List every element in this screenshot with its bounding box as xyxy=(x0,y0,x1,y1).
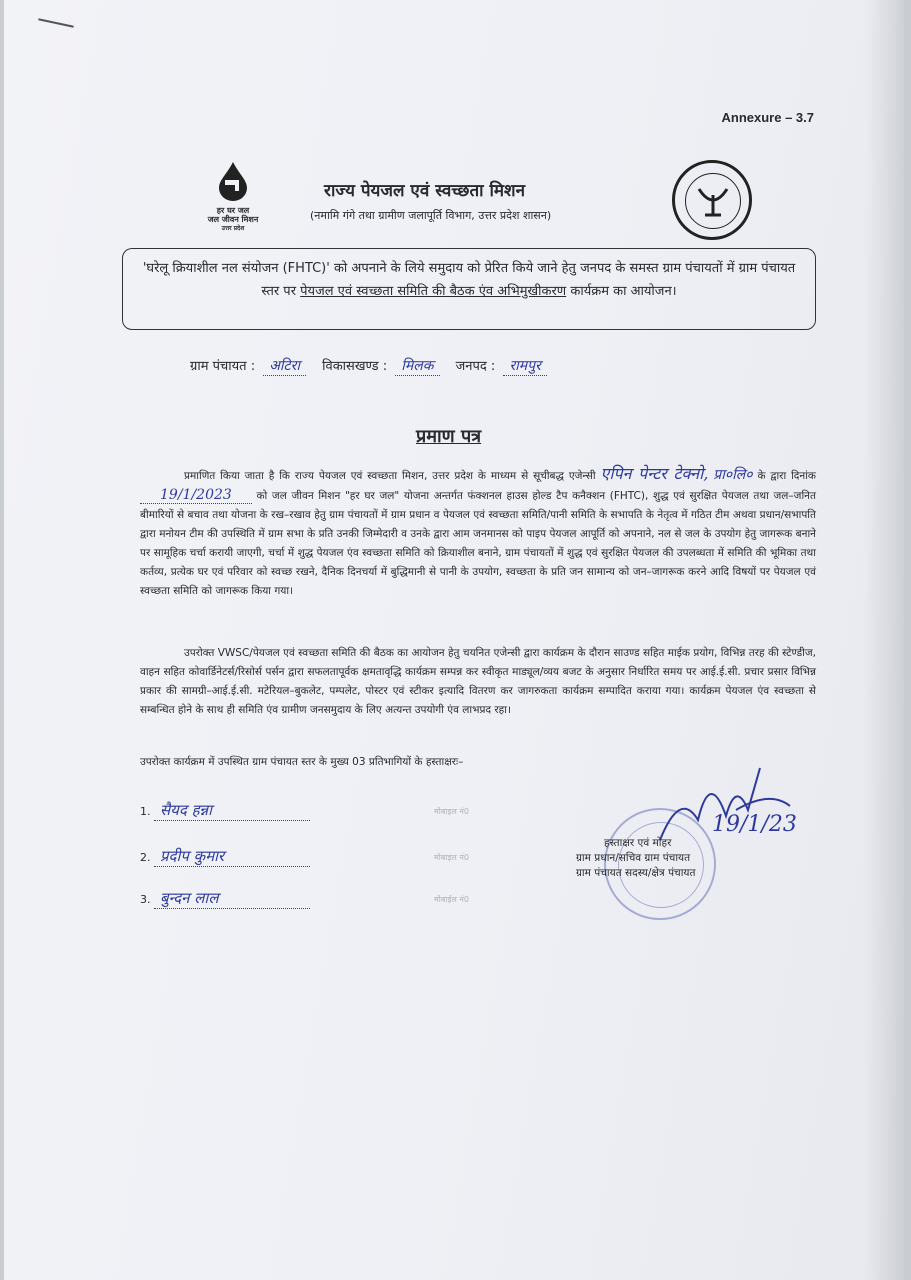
certificate-paragraph-2 xyxy=(140,644,816,720)
mission-title: राज्य पेयजल एवं स्वच्छता मिशन xyxy=(324,181,526,201)
participant-row xyxy=(140,800,310,821)
agency-suffix-handwritten: प्रा०लि० xyxy=(713,467,753,483)
faint-mobile-label: मोबाईल नं0 xyxy=(434,895,469,904)
signatory-line-3: ग्राम पंचायत सदस्य/क्षेत्र पंचायत xyxy=(576,867,696,879)
participant-signature: बुन्दन लाल xyxy=(154,888,310,909)
program-date-handwritten: 19/1/2023 xyxy=(140,487,252,504)
annexure-label: Annexure – 3.7 xyxy=(721,110,814,125)
participants-intro: उपरोक्त कार्यक्रम में उपस्थित ग्राम पंचायत स्तर के मुख्य 03 प्रतिभागियों के हस्ताक्षरः– xyxy=(140,756,464,768)
mission-subtitle: (नमामि गंगे तथा ग्रामीण जलापूर्ति विभाग, उत्तर प्रदेश शासन) xyxy=(310,209,552,222)
logo-line2: जल जीवन मिशन xyxy=(207,215,259,224)
box-text-underlined: पेयजल एवं स्वच्छता समिति की बैठक एंव अभिमुखीकरण xyxy=(300,284,567,299)
box-text-1: 'घरेलू क्रियाशील नल संयोजन (FHTC)' को अपनाने के लिये समुदाय को प्रेरित किये जाने हेतु जनपद के समस्त ग्राम पंचायतों में ग्राम पंचायत स्तर पर xyxy=(142,261,796,299)
location-fields xyxy=(190,356,559,376)
logo-line3: उत्तर प्रदेश xyxy=(221,225,245,232)
participant-number: 2. xyxy=(140,851,151,864)
vikas-khand-value: मिलक xyxy=(395,356,439,376)
participant-row xyxy=(140,846,310,867)
pen-mark xyxy=(38,18,74,27)
har-ghar-jal-logo xyxy=(202,160,264,233)
faint-mobile-label: मोबाइल नं0 xyxy=(434,853,469,862)
participant-number: 3. xyxy=(140,893,151,906)
certificate-paragraph-1 xyxy=(140,464,816,601)
participant-signature: प्रदीप कुमार xyxy=(154,846,310,867)
participant-number: 1. xyxy=(140,805,151,818)
box-text-2: कार्यक्रम का आयोजन। xyxy=(570,284,677,299)
participant-signature: सैयद हन्ना xyxy=(154,800,310,821)
faint-mobile-label: मोबाइल नं0 xyxy=(434,807,469,816)
agency-name-handwritten: एपिन पेन्टर टेक्नो, xyxy=(600,464,709,483)
water-drop-icon xyxy=(215,160,251,202)
signatory-line-2: ग्राम प्रधान/सचिव ग्राम पंचायत xyxy=(576,852,691,864)
program-title-box xyxy=(122,248,816,330)
up-government-seal-icon xyxy=(672,160,752,240)
janpad-value: रामपुर xyxy=(503,356,546,376)
para1-text-2: के द्वारा दिनांक xyxy=(757,470,816,482)
signatory-line-1: हस्ताक्षर एवं मोहर xyxy=(604,837,672,849)
logo-line1: हर घर जल xyxy=(216,206,250,215)
signatory-block xyxy=(576,836,696,881)
participant-row xyxy=(140,888,310,909)
para1-text-1: प्रमाणित किया जाता है कि राज्य पेयजल एवं स्वच्छता मिशन, उत्तर प्रदेश के माध्यम से सूचीबद्ध एजेन्सी xyxy=(184,470,596,482)
gram-panchayat-value: अटिरा xyxy=(263,356,306,376)
janpad-label: जनपद : xyxy=(455,359,496,374)
vikas-khand-label: विकासखण्ड : xyxy=(322,359,388,374)
gram-panchayat-label: ग्राम पंचायत : xyxy=(190,359,256,374)
para2-text: उपरोक्त VWSC/पेयजल एवं स्वच्छता समिति की बैठक का आयोजन हेतु चयनित एजेन्सी द्वारा कार्यक्रम के दौरान साउण्ड सहित माईक प्रयोग, विभिन्न तरह की स्टेण्डीज, वाहन सहित कोवार्डिनेटर्स/रिसोर्स पर्सन द्वारा सफलतापूर्वक क्षमतावृद्धि कार्यक्रम सम्पन्न कर स्वीकृत माड्यूल/व्यय बजट के अनुसार निर्धारित समय पर आई.ई.सी. प्रचार प्रसार विभिन्न प्रकार की सामग्री–आई.ई.सी. मटेरियल–बुकलेट, पम्पलेट, पोस्टर एवं स्टीकर इत्यादि वितरण कर जागरुकता कार्यक्रम सम्पादित कराया गया। कार्यक्रम पेयजल एंव स्वच्छता से सम्बन्धित होने के साथ ही समिति एंव ग्रामीण जनसमुदाय के लिए अत्यन्त उपयोगी एंव लाभप्रद रहा। xyxy=(140,647,816,716)
certificate-title: प्रमाण पत्र xyxy=(416,426,482,447)
para1-text-3: को जल जीवन मिशन "हर घर जल" योजना अन्तर्गत फंक्शनल हाउस होल्ड टैप कनैक्शन (FHTC), शुद्ध एवं सुरक्षित पेयजल तथा जल–जनित बीमारियों से बचाव तथा योजना के रख–रखाव हेतु ग्राम पंचायतों में ग्राम प्रधान व पेयजल एवं स्वच्छता समिति/पानी समिति के सभापति के नेतृत्व में गठित टीम अथवा प्रधान/सभापति द्वारा मनोयन टीम की उपस्थिति में ग्राम सभा के प्रति उनकी जिम्मेदारी व उनके द्वारा आम जनमानस को पाइप पेयजल आपूर्ति को अपनाने, नल से जल के उपयोग हेतु जागरूक बनाने पर सामूहिक चर्चा करायी जाएगी, चर्चा में शुद्ध पेयजल एंव स्वच्छता समिति को क्रियाशील बनाने, ग्राम पंचायतों में शुद्ध एवं सुरक्षित पेयजल की उपलब्धता में समिति की भूमिका तथा कर्तव्य, प्रत्येक घर एवं परिवार को स्वच्छ रखने, दैनिक दिनचर्या में बुद्धिमानी से पानी के उपयोग, स्वच्छता के प्रति जन सामान्य को जन–जागरूक करने आदि विषयों पर पेयजल एवं स्वच्छता समिति को जागरूक किया गया। xyxy=(140,490,816,597)
document-page xyxy=(4,0,904,1280)
sign-date-handwritten: 19/1/23 xyxy=(712,812,797,837)
